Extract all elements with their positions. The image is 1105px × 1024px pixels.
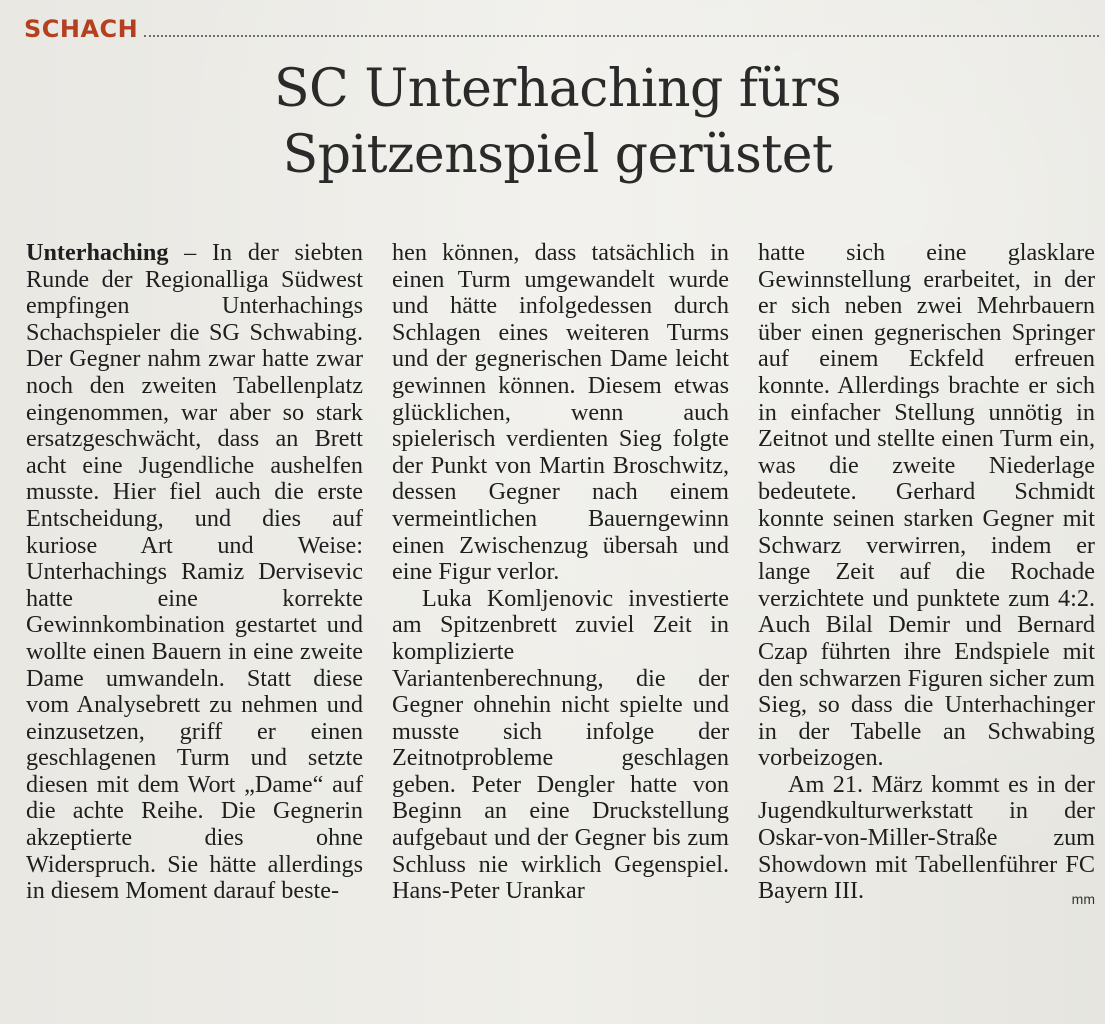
article-paragraph bbox=[26, 240, 363, 905]
section-label: SCHACH bbox=[24, 15, 139, 43]
article-column-1 bbox=[26, 240, 363, 905]
column-1-text: – In der siebten Runde der Regionalliga Südwest empfingen Unterhachings Schachspieler die SG Schwabing. Der Gegner nahm zwar hatte zwar noch den zweiten Tabellenplatz eingenommen, war aber so stark ersatzgeschwächt, dass an Brett acht eine Jugendliche aushelfen musste. Hier fiel auch die erste Entscheidung, und dies auf kuriose Art und Weise: Unterhachings Ramiz Dervisevic hatte eine korrekte Gewinnkombination gestartet und wollte einen Bauern in eine zweite Dame umwandeln. Statt diese vom Analysebrett zu nehmen und einzusetzen, griff er einen geschlagenen Turm und setzte diesen mit dem Wort „Dame“ auf die achte Reihe. Die Gegnerin akzeptierte dies ohne Widerspruch. Sie hätte allerdings in diesem Moment darauf beste- bbox=[26, 239, 363, 905]
closing-text: Am 21. März kommt es in der Jugendkulturwerkstatt in der Oskar-von-Miller-Straße zum Showdown mit Tabellenführer FC Bayern III. bbox=[758, 770, 1095, 905]
section-dotted-rule bbox=[144, 35, 1099, 37]
article-paragraph: Luka Komljenovic investierte am Spitzenbrett zuviel Zeit in komplizierte Variantenberechnung, die der Gegner ohnehin nicht spielte und musste sich infolge der Zeitnotprobleme geschlagen geben. Peter Dengler hatte von Beginn an eine Druckstellung aufgebaut und der Gegner bis zum Schluss nie wirklich Gegenspiel. Hans-Peter Urankar bbox=[392, 584, 729, 905]
headline bbox=[20, 56, 1095, 188]
article-paragraph: hatte sich eine glasklare Gewinnstellung erarbeitet, in der er sich neben zwei Mehrbauern über einen gegnerischen Springer auf einem Eckfeld erfreuen konnte. Allerdings brachte er sich in einfacher Stellung unnötig in Zeitnot und stellte einen Turm ein, was die zweite Niederlage bedeutete. Gerhard Schmidt konnte seinen starken Gegner mit Schwarz verwirren, indem er lange Zeit auf die Rochade verzichtete und punktete zum 4:2. Auch Bilal Demir und Bernard Czap führten ihre Endspiele mit den schwarzen Figuren sicher zum Sieg, so dass die Unterhachinger in der Tabelle an Schwabing vorbeizogen. bbox=[758, 239, 1095, 772]
article-column-2 bbox=[392, 240, 729, 905]
article-paragraph bbox=[758, 770, 1095, 908]
section-header bbox=[24, 14, 1099, 44]
headline-line-1: SC Unterhaching fürs bbox=[273, 59, 842, 119]
dateline: Unterhaching bbox=[26, 239, 169, 266]
author-initials: mm bbox=[1071, 891, 1095, 908]
article-body bbox=[26, 240, 1101, 1010]
headline-line-2: Spitzenspiel gerüstet bbox=[282, 125, 833, 185]
article-paragraph: hen können, dass tatsächlich in einen Turm umgewandelt wurde und hätte infolgedessen durch Schlagen eines weiteren Turms und der gegnerischen Dame leicht gewinnen können. Diesem etwas glücklichen, wenn auch spielerisch verdienten Sieg folgte der Punkt von Martin Broschwitz, dessen Gegner nach einem vermeintlichen Bauerngewinn einen Zwischenzug übersah und eine Figur verlor. bbox=[392, 239, 729, 586]
article-column-3 bbox=[758, 240, 1095, 913]
